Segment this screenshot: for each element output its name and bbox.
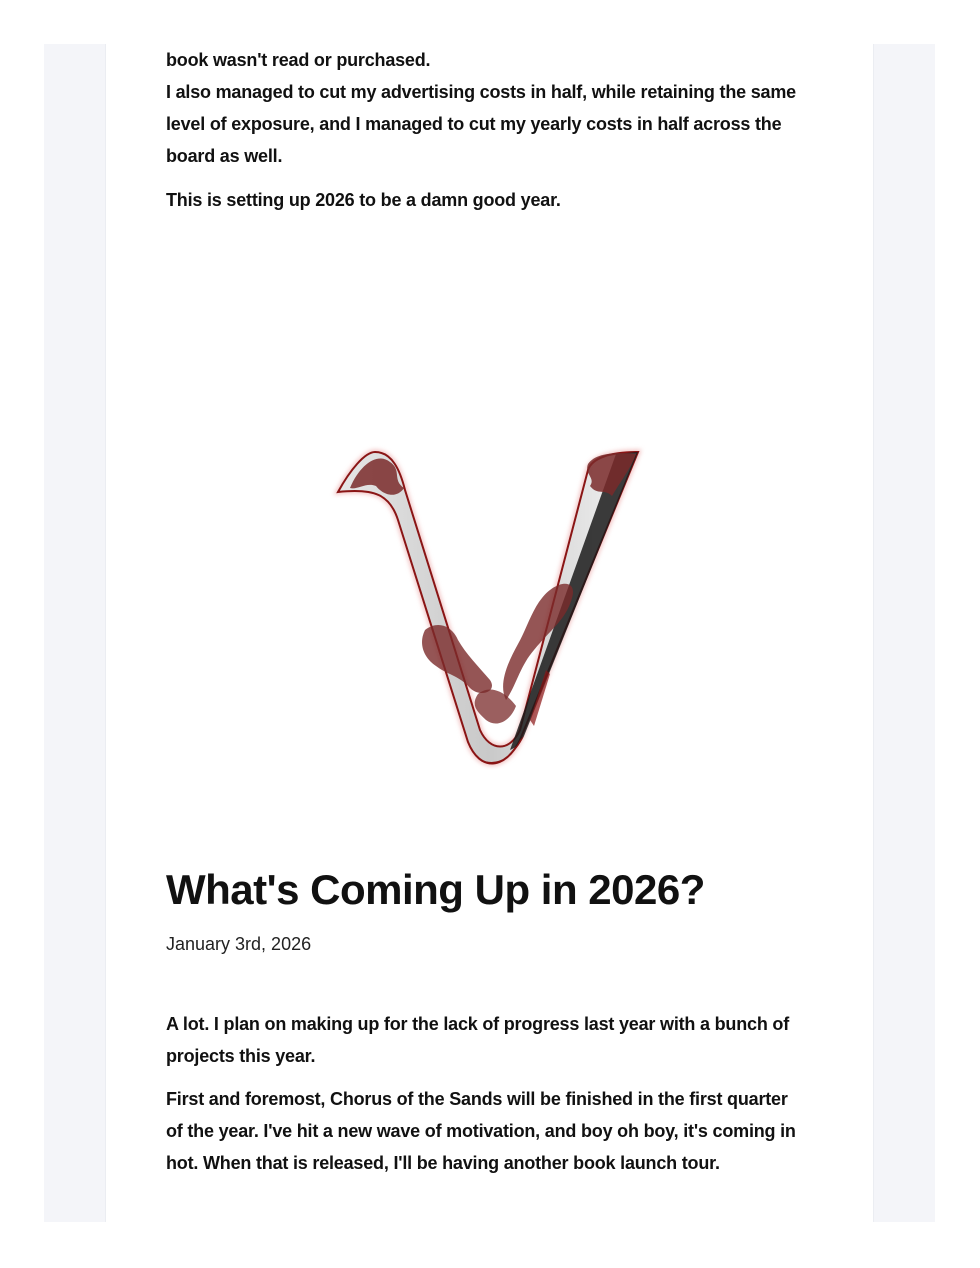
v-logo-icon: [320, 430, 660, 770]
post-body-paragraph-2: [166, 1083, 806, 1179]
intro-section: [166, 44, 806, 172]
intro-closing-section: [166, 184, 806, 216]
intro-closing: This is setting up 2026 to be a damn good year.: [166, 190, 561, 210]
intro-line-2: I also managed to cut my advertising costs in half, while retaining the same level of exposure, and I managed to cut my yearly costs in half across the board as well.: [166, 82, 796, 166]
post-paragraph-2: First and foremost, Chorus of the Sands will be finished in the first quarter of the year. I've hit a new wave of motivation, and boy oh boy, it's coming in hot. When that is released, I'll be having another book launch tour.: [166, 1089, 796, 1173]
post-title: What's Coming Up in 2026?: [166, 866, 705, 913]
post-paragraph-1: A lot. I plan on making up for the lack of progress last year with a bunch of projects this year.: [166, 1014, 790, 1066]
post-body-paragraph-1: [166, 1008, 806, 1072]
intro-line-1: book wasn't read or purchased.: [166, 50, 431, 70]
blood-splattered-v-logo: [320, 430, 660, 770]
post-date: January 3rd, 2026: [166, 934, 312, 954]
